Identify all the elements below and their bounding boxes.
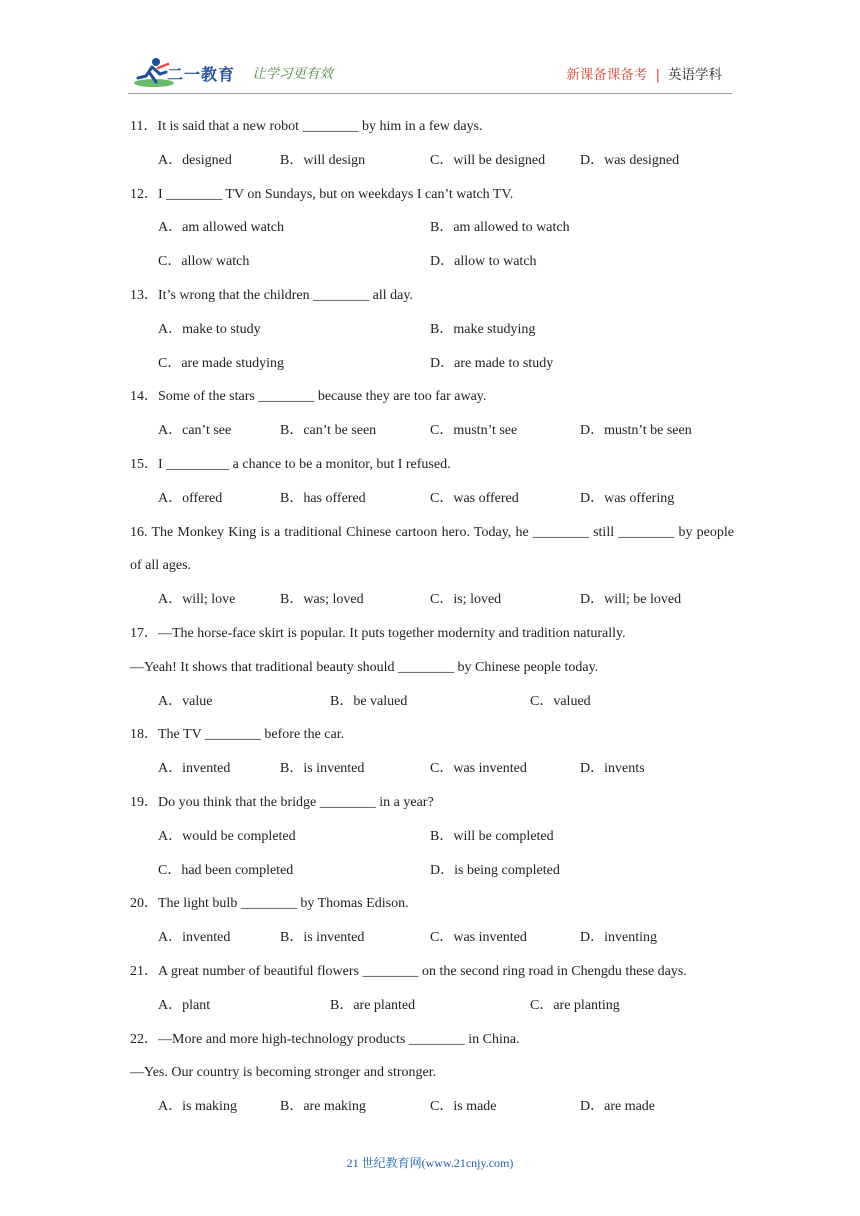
header-separator: |: [655, 67, 660, 83]
question-stem: 11．It is said that a new robot ________ by him in a few days.: [130, 119, 483, 134]
question-stem: 19．Do you think that the bridge ________ in a year?: [130, 794, 434, 810]
header-subject: 英语学科: [668, 67, 722, 83]
answer-option[interactable]: B．has offered: [280, 490, 366, 506]
option-row: [130, 921, 734, 955]
answer-option[interactable]: C．allow watch: [158, 254, 250, 270]
answer-option[interactable]: B．are making: [280, 1099, 366, 1115]
answer-option[interactable]: C．are planting: [530, 997, 620, 1013]
option-row: [130, 347, 734, 381]
question-stem-reply: —Yeah! It shows that traditional beauty should ________ by Chinese people today.: [130, 659, 599, 675]
question-stem: 13．It’s wrong that the children ________ all day.: [130, 287, 413, 303]
question-list: [130, 110, 734, 1124]
answer-option[interactable]: A．offered: [158, 490, 223, 506]
answer-option[interactable]: C．was offered: [430, 490, 519, 506]
answer-option[interactable]: B．am allowed to watch: [430, 220, 570, 236]
answer-option[interactable]: A．would be completed: [158, 828, 296, 844]
answer-option[interactable]: B．make studying: [430, 321, 536, 337]
answer-option[interactable]: B．is invented: [280, 930, 365, 946]
answer-option[interactable]: D．was designed: [580, 152, 680, 168]
answer-option[interactable]: B．will design: [280, 152, 366, 168]
option-row: [130, 1090, 734, 1124]
answer-option[interactable]: C．was invented: [430, 761, 527, 777]
question-stem: 16. The Monkey King is a traditional Chinese cartoon hero. Today, he ________ still ________ by people of all ages.: [130, 524, 734, 574]
option-row: [130, 752, 734, 786]
question-stem: 20．The light bulb ________ by Thomas Edison.: [130, 896, 409, 912]
answer-option[interactable]: B．can’t be seen: [280, 423, 377, 439]
answer-option[interactable]: B．be valued: [330, 693, 408, 709]
question-stem: 18．The TV ________ before the car.: [130, 727, 345, 743]
answer-option[interactable]: C．had been completed: [158, 862, 294, 878]
answer-option[interactable]: D．will; be loved: [580, 592, 682, 608]
answer-option[interactable]: D．inventing: [580, 930, 657, 946]
question-stem: 12．I ________ TV on Sundays, but on weekdays I can’t watch TV.: [130, 186, 514, 202]
question-stem: 21．A great number of beautiful flowers ________ on the second ring road in Chengdu these days.: [130, 963, 687, 979]
question-stem: 22．—More and more high-technology products ________ in China.: [130, 1031, 520, 1047]
answer-option[interactable]: A．am allowed watch: [158, 220, 284, 236]
answer-option[interactable]: B．was; loved: [280, 592, 364, 608]
option-row: [130, 144, 734, 178]
answer-option[interactable]: C．are made studying: [158, 355, 284, 371]
option-row: [130, 854, 734, 888]
answer-option[interactable]: C．will be designed: [430, 152, 546, 168]
answer-option[interactable]: D．was offering: [580, 490, 675, 506]
answer-option[interactable]: D．are made: [580, 1099, 656, 1115]
option-row: [130, 245, 734, 279]
answer-option[interactable]: C．is; loved: [430, 592, 502, 608]
option-row: [130, 313, 734, 347]
answer-option[interactable]: A．can’t see: [158, 423, 232, 439]
option-row: [130, 820, 734, 854]
answer-option[interactable]: D．allow to watch: [430, 254, 537, 270]
answer-option[interactable]: B．are planted: [330, 997, 416, 1013]
answer-option[interactable]: C．valued: [530, 693, 591, 709]
answer-option[interactable]: A．plant: [158, 997, 211, 1013]
page-header: [0, 0, 860, 95]
answer-option[interactable]: C．mustn’t see: [430, 423, 518, 439]
answer-option[interactable]: D．invents: [580, 761, 645, 777]
answer-option[interactable]: A．invented: [158, 930, 231, 946]
header-slogan: 让学习更有效: [252, 66, 333, 82]
answer-option[interactable]: A．value: [158, 693, 213, 709]
question-stem: 15．I _________ a chance to be a monitor, but I refused.: [130, 456, 451, 472]
page-footer: 21 世纪教育网(www.21cnjy.com): [346, 1156, 514, 1170]
answer-option[interactable]: A．designed: [158, 152, 232, 168]
option-row: [130, 414, 734, 448]
option-row: [130, 482, 734, 516]
header-course-info: [566, 63, 722, 83]
answer-option[interactable]: B．is invented: [280, 761, 365, 777]
answer-option[interactable]: C．was invented: [430, 930, 527, 946]
option-row: [130, 989, 734, 1023]
header-course: 新课备课备考: [566, 67, 648, 83]
question-stem: 17．—The horse-face skirt is popular. It puts together modernity and tradition naturally.: [130, 625, 626, 641]
option-row: [130, 583, 734, 617]
answer-option[interactable]: C．is made: [430, 1099, 497, 1115]
answer-option[interactable]: A．is making: [158, 1099, 237, 1115]
header-divider: [128, 93, 732, 94]
answer-option[interactable]: A．make to study: [158, 321, 261, 337]
question-stem: 14．Some of the stars ________ because they are too far away.: [130, 389, 487, 405]
option-row: [130, 685, 734, 719]
question-stem-reply: —Yes. Our country is becoming stronger and stronger.: [130, 1065, 437, 1081]
answer-option[interactable]: A．invented: [158, 761, 231, 777]
option-row: [130, 211, 734, 245]
answer-option[interactable]: D．mustn’t be seen: [580, 423, 692, 439]
answer-option[interactable]: A．will; love: [158, 592, 236, 608]
answer-option[interactable]: B．will be completed: [430, 828, 554, 844]
answer-option[interactable]: D．is being completed: [430, 862, 560, 878]
logo-text: 二一教育: [167, 65, 236, 84]
answer-option[interactable]: D．are made to study: [430, 355, 554, 371]
